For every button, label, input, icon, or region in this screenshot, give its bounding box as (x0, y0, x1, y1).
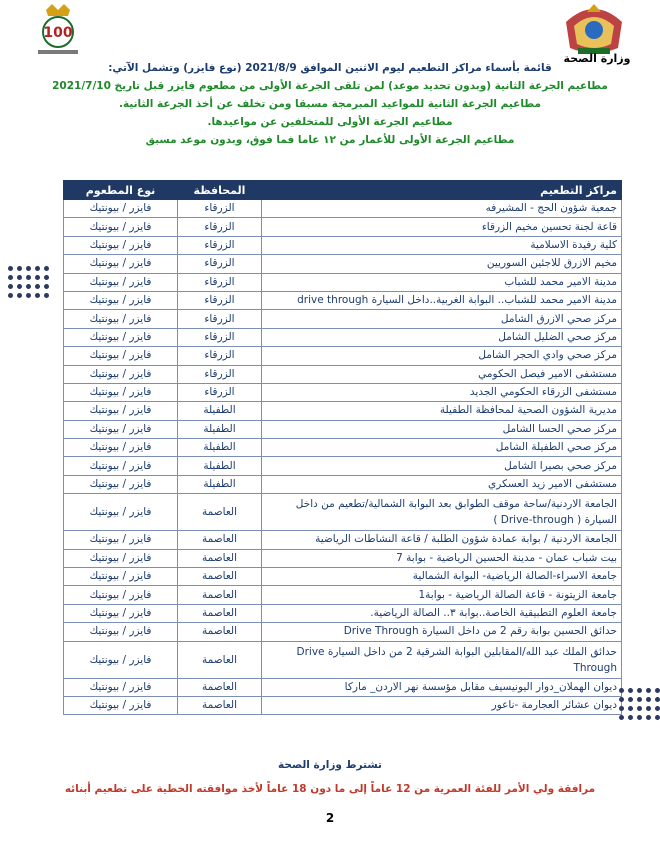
table-row (64, 439, 622, 457)
governorate-cell: الطفيلة (178, 402, 262, 420)
governorate-cell: العاصمة (178, 696, 262, 714)
center-name-cell: مديرية الشؤون الصحية لمحافظة الطفيلة (262, 402, 622, 420)
header-vaccine: نوع المطعوم (64, 181, 178, 200)
vaccine-type-cell: فايزر / بيونتيك (64, 641, 178, 678)
governorate-cell: الزرقاء (178, 200, 262, 218)
governorate-cell: العاصمة (178, 568, 262, 586)
decorative-dot (8, 275, 13, 280)
vaccine-type-cell: فايزر / بيونتيك (64, 310, 178, 328)
vaccine-type-cell: فايزر / بيونتيك (64, 586, 178, 604)
governorate-cell: الزرقاء (178, 273, 262, 291)
governorate-cell: الطفيلة (178, 439, 262, 457)
governorate-cell: الزرقاء (178, 383, 262, 401)
table-row (64, 365, 622, 383)
vaccine-type-cell: فايزر / بيونتيك (64, 420, 178, 438)
decorative-dot (26, 275, 31, 280)
decorative-dot (637, 697, 642, 702)
decorative-dot (17, 275, 22, 280)
center-name-cell: مخيم الازرق للاجئين السوريين (262, 255, 622, 273)
governorate-cell: الزرقاء (178, 218, 262, 236)
vaccine-type-cell: فايزر / بيونتيك (64, 402, 178, 420)
governorate-cell: العاصمة (178, 494, 262, 531)
governorate-cell: العاصمة (178, 678, 262, 696)
decorative-dot (655, 688, 660, 693)
governorate-cell: الزرقاء (178, 291, 262, 309)
vaccine-type-cell: فايزر / بيونتيك (64, 291, 178, 309)
table-row (64, 420, 622, 438)
decorative-dots-left (4, 266, 49, 302)
decorative-dot (646, 697, 651, 702)
governorate-cell: الزرقاء (178, 365, 262, 383)
table-row (64, 531, 622, 549)
ministry-name: وزارة الصحة (563, 52, 631, 65)
footer-warning: مرافقة ولي الأمر للفئة العمرية من 12 عاماً إلى ما دون 18 عاماً لأخذ موافقته الخطية على تطعيم أبنائه (64, 783, 596, 795)
decorative-dot (637, 706, 642, 711)
table-row (64, 623, 622, 641)
decorative-dot (35, 293, 40, 298)
vaccine-type-cell: فايزر / بيونتيك (64, 696, 178, 714)
center-name-cell: مدينة الامير محمد للشباب (262, 273, 622, 291)
vaccine-type-cell: فايزر / بيونتيك (64, 200, 178, 218)
table-row (64, 696, 622, 714)
decorative-dot (619, 688, 624, 693)
table-row (64, 604, 622, 622)
center-name-cell: كلية رفيدة الاسلامية (262, 236, 622, 254)
criteria-line-2: مطاعيم الجرعة الثانية للمواعيد المبرمجة مسبقا ومن تخلف عن أخذ الجرعة الثانية. (118, 98, 542, 110)
decorative-dot (619, 715, 624, 720)
center-name-cell: مستشفى الامير فيصل الحكومي (262, 365, 622, 383)
table-row (64, 475, 622, 493)
vaccine-type-cell: فايزر / بيونتيك (64, 494, 178, 531)
decorative-dot (8, 293, 13, 298)
table-row (64, 494, 622, 531)
centenary-100-logo-icon (32, 2, 84, 57)
center-name-cell: مركز صحي الضليل الشامل (262, 328, 622, 346)
vaccine-type-cell: فايزر / بيونتيك (64, 623, 178, 641)
table-row (64, 200, 622, 218)
center-name-cell: جامعة الزيتونة - قاعة الصالة الرياضية - بوابة1 (262, 586, 622, 604)
vaccine-type-cell: فايزر / بيونتيك (64, 475, 178, 493)
decorative-dot (8, 284, 13, 289)
governorate-cell: الطفيلة (178, 475, 262, 493)
center-name-cell: حدائق الملك عبد الله/المقابلين البوابة الشرقية 2 من داخل السيارة Drive Through (262, 641, 622, 678)
decorative-dot (26, 293, 31, 298)
center-name-cell: جامعة العلوم التطبيقية الخاصة..بوابة ٣.. الصالة الرياضية. (262, 604, 622, 622)
decorative-dots-right (615, 688, 660, 724)
center-name-cell: مستشفى الزرقاء الحكومي الجديد (262, 383, 622, 401)
decorative-dot (628, 715, 633, 720)
table-row (64, 236, 622, 254)
decorative-dot (17, 266, 22, 271)
criteria-line-4: مطاعيم الجرعة الأولى للأعمار من ١٢ عاما فما فوق، وبدون موعد مسبق (145, 134, 515, 146)
vaccine-type-cell: فايزر / بيونتيك (64, 365, 178, 383)
decorative-dot (44, 284, 49, 289)
table-row (64, 255, 622, 273)
center-name-cell: مركز صحي بصيرا الشامل (262, 457, 622, 475)
decorative-dot (8, 266, 13, 271)
criteria-line-3: مطاعيم الجرعة الأولى للمتخلفين عن مواعيدها. (207, 116, 453, 128)
svg-text:100: 100 (43, 25, 73, 41)
center-name-cell: قاعة لجنة تحسين مخيم الزرقاء (262, 218, 622, 236)
table-row (64, 549, 622, 567)
table-row (64, 273, 622, 291)
decorative-dot (619, 706, 624, 711)
vaccine-type-cell: فايزر / بيونتيك (64, 549, 178, 567)
center-name-cell: الجامعة الاردنية/ساحة موقف الطوابق بعد البوابة الشمالية/تطعيم من داخل السيارة ( Drive-through ) (262, 494, 622, 531)
governorate-cell: الزرقاء (178, 255, 262, 273)
center-name-cell: مركز صحي الازرق الشامل (262, 310, 622, 328)
vaccine-type-cell: فايزر / بيونتيك (64, 347, 178, 365)
footer-note: تشترط وزارة الصحة (278, 759, 382, 771)
decorative-dot (44, 266, 49, 271)
decorative-dot (628, 697, 633, 702)
decorative-dot (655, 697, 660, 702)
header-governorate: المحافظة (178, 181, 262, 200)
decorative-dot (637, 715, 642, 720)
vaccination-centers-table (63, 180, 622, 715)
table-row (64, 291, 622, 309)
governorate-cell: العاصمة (178, 623, 262, 641)
vaccine-type-cell: فايزر / بيونتيك (64, 439, 178, 457)
center-name-cell: ديوان عشائر العجارمة -ناعور (262, 696, 622, 714)
decorative-dot (646, 715, 651, 720)
governorate-cell: الطفيلة (178, 457, 262, 475)
decorative-dot (35, 266, 40, 271)
table-header-row (64, 181, 622, 200)
governorate-cell: الزرقاء (178, 328, 262, 346)
decorative-dot (655, 715, 660, 720)
governorate-cell: العاصمة (178, 549, 262, 567)
decorative-dot (655, 706, 660, 711)
table-row (64, 402, 622, 420)
vaccine-type-cell: فايزر / بيونتيك (64, 218, 178, 236)
table-row (64, 218, 622, 236)
vaccine-type-cell: فايزر / بيونتيك (64, 568, 178, 586)
list-title: قائمة بأسماء مراكز التطعيم ليوم الاثنين الموافق 2021/8/9 (نوع فايزر) وتشمل الآتي: (108, 62, 552, 74)
decorative-dot (646, 688, 651, 693)
vaccine-type-cell: فايزر / بيونتيك (64, 457, 178, 475)
center-name-cell: مركز صحي الحسا الشامل (262, 420, 622, 438)
governorate-cell: الزرقاء (178, 310, 262, 328)
criteria-line-1: مطاعيم الجرعة الثانية (وبدون تحديد موعد) لمن تلقى الجرعة الأولى من مطعوم فايزر قبل تاريخ 2021/7/10 (52, 80, 608, 92)
decorative-dot (17, 293, 22, 298)
table-row (64, 457, 622, 475)
decorative-dot (26, 284, 31, 289)
decorative-dot (17, 284, 22, 289)
vaccine-type-cell: فايزر / بيونتيك (64, 678, 178, 696)
governorate-cell: الزرقاء (178, 347, 262, 365)
decorative-dot (44, 293, 49, 298)
decorative-dot (35, 275, 40, 280)
governorate-cell: الطفيلة (178, 420, 262, 438)
center-name-cell: مدينة الامير محمد للشباب.. البوابة الغربية..داخل السيارة drive through (262, 291, 622, 309)
table-row (64, 568, 622, 586)
governorate-cell: العاصمة (178, 586, 262, 604)
governorate-cell: العاصمة (178, 604, 262, 622)
decorative-dot (628, 688, 633, 693)
governorate-cell: الزرقاء (178, 236, 262, 254)
decorative-dot (637, 688, 642, 693)
header-center: مراكز التطعيم (262, 181, 622, 200)
center-name-cell: جامعة الاسراء-الصالة الرياضية- البوابة الشمالية (262, 568, 622, 586)
vaccine-type-cell: فايزر / بيونتيك (64, 383, 178, 401)
decorative-dot (26, 266, 31, 271)
center-name-cell: مستشفى الامير زيد العسكري (262, 475, 622, 493)
center-name-cell: ديوان الهملان_دوار اليونيسيف مقابل مؤسسة نهر الاردن_ ماركا (262, 678, 622, 696)
center-name-cell: جمعية شؤون الحج - المشيرفه (262, 200, 622, 218)
vaccine-type-cell: فايزر / بيونتيك (64, 255, 178, 273)
vaccine-type-cell: فايزر / بيونتيك (64, 328, 178, 346)
vaccine-type-cell: فايزر / بيونتيك (64, 236, 178, 254)
center-name-cell: حدائق الحسين بوابة رقم 2 من داخل السيارة Drive Through (262, 623, 622, 641)
decorative-dot (44, 275, 49, 280)
vaccine-type-cell: فايزر / بيونتيك (64, 531, 178, 549)
governorate-cell: العاصمة (178, 531, 262, 549)
table-row (64, 310, 622, 328)
center-name-cell: مركز صحي الطفيلة الشامل (262, 439, 622, 457)
table-row (64, 347, 622, 365)
decorative-dot (628, 706, 633, 711)
table-row (64, 641, 622, 678)
table-row (64, 586, 622, 604)
table-row (64, 383, 622, 401)
page-number: 2 (325, 811, 335, 825)
governorate-cell: العاصمة (178, 641, 262, 678)
decorative-dot (35, 284, 40, 289)
center-name-cell: الجامعة الاردنية / بوابة عمادة شؤون الطلبة / قاعة النشاطات الرياضية (262, 531, 622, 549)
center-name-cell: بيت شباب عمان - مدينة الحسين الرياضية - بوابة 7 (262, 549, 622, 567)
decorative-dot (619, 697, 624, 702)
decorative-dot (646, 706, 651, 711)
vaccine-type-cell: فايزر / بيونتيك (64, 604, 178, 622)
center-name-cell: مركز صحي وادي الحجر الشامل (262, 347, 622, 365)
table-row (64, 328, 622, 346)
vaccine-type-cell: فايزر / بيونتيك (64, 273, 178, 291)
table-row (64, 678, 622, 696)
